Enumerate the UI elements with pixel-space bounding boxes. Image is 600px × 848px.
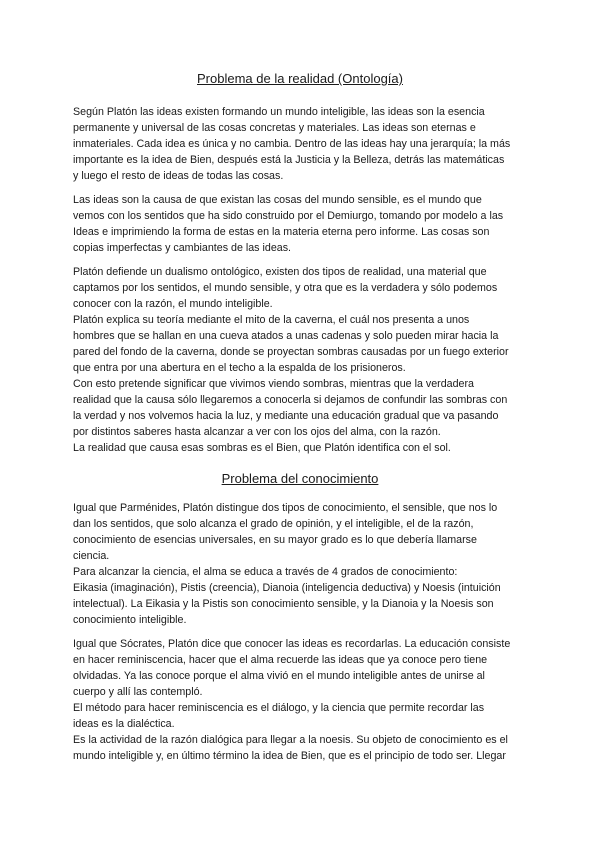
text-line: Eikasia (imaginación), Pistis (creencia), Dianoia (inteligencia deductiva) y Noesis (intuición — [73, 582, 501, 594]
text-line: la verdad y nos volvemos hacia la luz, y mediante una educación gradual que va pasando — [73, 410, 499, 422]
text-line: ciencia. — [73, 550, 110, 562]
text-line: hombres que se hallan en una cueva atados a unas cadenas y solo pueden mirar hacia la — [73, 330, 499, 342]
text-line: Platón explica su teoría mediante el mito de la caverna, el cuál nos presenta a unos — [73, 314, 470, 326]
section-title-conocimiento: Problema del conocimiento — [221, 471, 379, 486]
text-line: realidad que la causa sólo llegaremos a conocerla si dejamos de confundir las sombras con — [73, 394, 508, 406]
text-line: Con esto pretende significar que vivimos viendo sombras, mientras que la verdadera — [73, 378, 474, 390]
text-line: Las ideas son la causa de que existan las cosas del mundo sensible, es el mundo que — [73, 194, 482, 206]
text-line: olvidadas. Ya las conoce porque el alma vivió en el mundo inteligible antes de unirse al — [73, 670, 485, 682]
text-line: cuerpo y allí las contempló. — [73, 686, 203, 698]
text-line: copias imperfectas y cambiantes de las ideas. — [73, 242, 292, 254]
text-line: y luego el resto de ideas de todas las cosas. — [73, 170, 284, 182]
text-line: captamos por los sentidos, el mundo sensible, y otra que es la verdadera y sólo podemos — [73, 282, 498, 294]
text-line: inmateriales. Cada idea es única y no cambia. Dentro de las ideas hay una jerarquía; la más — [73, 138, 511, 150]
text-line: La realidad que causa esas sombras es el Bien, que Platón identifica con el sol. — [73, 442, 451, 454]
text-line: pared del fondo de la caverna, donde se proyectan sombras causadas por un fuego exterior — [73, 346, 509, 358]
text-line: dan los sentidos, que solo alcanza el grado de opinión, y el inteligible, el de la razón, — [73, 518, 474, 530]
text-line: vemos con los sentidos que ha sido construido por el Demiurgo, tomando por modelo a las — [73, 210, 504, 222]
text-line: en hacer reminiscencia, hacer que el alma recuerde las ideas que ya conoce pero tiene — [73, 654, 488, 666]
text-line: intelectual). La Eikasia y la Pistis son conocimiento sensible, y la Dianoia y la Noesis son — [73, 598, 494, 610]
text-line: Para alcanzar la ciencia, el alma se educa a través de 4 grados de conocimiento: — [73, 566, 458, 578]
text-line: Igual que Parménides, Platón distingue dos tipos de conocimiento, el sensible, que nos lo — [73, 502, 498, 514]
text-line: Es la actividad de la razón dialógica para llegar a la noesis. Su objeto de conocimiento es el — [73, 734, 508, 746]
text-line: Igual que Sócrates, Platón dice que conocer las ideas es recordarlas. La educación consiste — [73, 638, 511, 650]
text-line: mundo inteligible y, en último término la idea de Bien, que es el principio de todo ser. Llegar — [73, 750, 506, 762]
text-line: Según Platón las ideas existen formando un mundo inteligible, las ideas son la esencia — [73, 106, 485, 118]
text-line: permanente y universal de las cosas concretas y materiales. Las ideas son eternas e — [73, 122, 476, 134]
text-line: Ideas e imprimiendo la forma de estas en la materia eterna pero informe. Las cosas son — [73, 226, 490, 238]
text-line: conocer con la razón, el mundo inteligible. — [73, 298, 273, 310]
text-line: ideas es la dialéctica. — [73, 718, 175, 730]
text-line: que entra por una abertura en el techo a la espalda de los prisioneros. — [73, 362, 406, 374]
text-line: Platón defiende un dualismo ontológico, existen dos tipos de realidad, una material que — [73, 266, 487, 278]
text-line: El método para hacer reminiscencia es el diálogo, y la ciencia que permite recordar las — [73, 702, 485, 714]
text-line: importante es la idea de Bien, después está la Justicia y la Belleza, detrás las matemáticas — [73, 154, 505, 166]
text-line: conocimiento inteligible. — [73, 614, 187, 626]
text-line: por distintos saberes hasta alcanzar a ver con los ojos del alma, con la razón. — [73, 426, 441, 438]
text-line: conocimiento de esencias universales, en su mayor grado es lo que debería llamarse — [73, 534, 477, 546]
section-title-ontologia: Problema de la realidad (Ontología) — [197, 71, 403, 86]
